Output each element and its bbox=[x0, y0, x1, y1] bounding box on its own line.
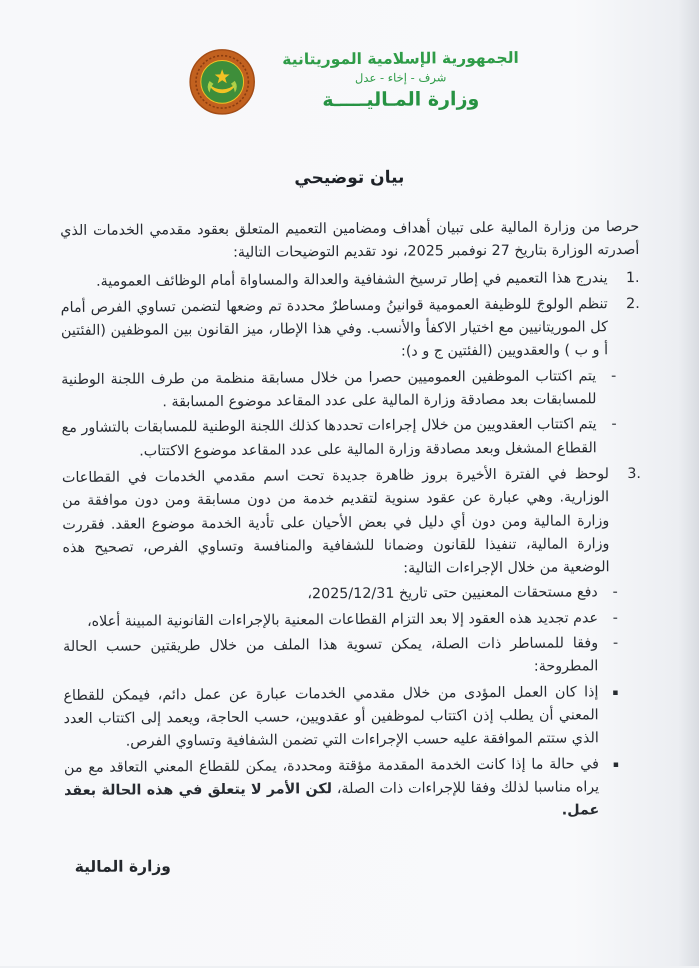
numbered-item-3 bbox=[62, 463, 642, 584]
letterhead-text bbox=[282, 49, 519, 113]
item-text: لوحظ في الفترة الأخيرة بروز ظاهرة جديدة تحت اسم مقدمي الخدمات في القطاعات الوزارية. وهي عبارة عن عقود سنوية لتقديم خدمة من دون مسابقة ومن دون موافقة من وزارة المالية ومن دون أي دليل في بعض الأحيان على تأدية الخدمة موضوع العقد. فقررت وزارة المالية، تنفيذا للقانون وضمانا للشفافية والمنافسة وتساوي الفرص، تصحيح هذه الوضعية من خلال الإجراءات التالية: bbox=[61, 466, 610, 577]
dash-bullet-marker: - bbox=[612, 609, 619, 626]
dash-bullet bbox=[63, 607, 642, 634]
bullet-text: وفقا للمساطر ذات الصلة، يمكن تسوية هذا الملف من خلال طريقتين حسب الحالة المطروحة: bbox=[63, 635, 599, 676]
bullet-text-normal: في حالة ما إذا كانت الخدمة المقدمة مؤقتة ومحددة، يمكن للقطاع المعني التعاقد مع من يراه مناسبا لذلك وفقا للإجراءات ذات الصلة، bbox=[63, 755, 600, 797]
signature-ministry: وزارة المالية bbox=[74, 857, 171, 876]
bullet-text: يتم اكتتاب العقدويين من خلال إجراءات تحددها كذلك اللجنة الوطنية للمسابقات بالتشاور مع القطاع المشغل وبعد مصادقة وزارة المالية على عدد المقاعد موضوع الاكتتاب. bbox=[61, 416, 597, 460]
national-motto: شرف - إخاء - عدل bbox=[354, 70, 447, 86]
bullet-text: عدم تجديد هذه العقود إلا بعد التزام القطاعات المعنية بالإجراءات القانونية المبينة أعلاه، bbox=[86, 610, 599, 630]
dash-bullet-marker: - bbox=[611, 416, 617, 433]
intro-paragraph: حرصا من وزارة المالية على تبيان أهداف ومضامين التعميم المتعلق بعقود مقدمي الخدمات الذي أصدرته الوزارة بتاريخ 27 نوفمبر 2025، نود تقديم التوضيحات التالية: bbox=[60, 218, 640, 262]
dash-bullet bbox=[61, 365, 640, 416]
dash-bullet-marker: - bbox=[611, 367, 617, 384]
ministry-name: وزارة المـاليـــــة bbox=[322, 87, 480, 111]
item-text: يندرج هذا التعميم في إطار ترسيخ الشفافية والعدالة والمساواة أمام الوظائف العمومية. bbox=[95, 269, 608, 290]
item-number: 2. bbox=[626, 295, 640, 312]
dash-bullet bbox=[63, 581, 642, 608]
square-bullet bbox=[63, 681, 642, 755]
square-bullet-marker: ▪ bbox=[612, 759, 620, 770]
dash-bullet bbox=[62, 413, 641, 464]
dash-bullet-marker: - bbox=[612, 635, 619, 652]
bullet-text: يتم اكتتاب الموظفين العموميين حصرا من خلال مسابقة منظمة من طرف اللجنة الوطنية للمسابقات بعد مصادقة وزارة المالية على عدد المقاعد موضوع المسابقة . bbox=[61, 368, 597, 411]
bullet-text-bold: لكن الأمر لا يتعلق في هذه الحالة بعقد عمل. bbox=[64, 780, 600, 819]
bullet-text: إذا كان العمل المؤدى من خلال مقدمي الخدمات عبارة عن عمل دائم، فيمكن للقطاع المعني أن يطلب إذن اكتتاب لموظفين أو عقدويين، حسب الحاجة، ويعمد إلى اكتتاب العدد الذي ستتم الموافقة عليه حسب الإجراءات التي تضمن الشفافية وتساوي الفرص. bbox=[63, 683, 599, 750]
document-body bbox=[60, 216, 643, 826]
numbered-item-2 bbox=[61, 293, 640, 367]
numbered-item-1 bbox=[61, 267, 640, 294]
dash-bullet-marker: - bbox=[612, 584, 618, 601]
item-number: 3. bbox=[627, 465, 641, 483]
item-number: 1. bbox=[625, 269, 640, 286]
square-bullet-marker: ▪ bbox=[612, 687, 619, 698]
mauritania-seal-icon bbox=[188, 47, 256, 117]
document-title: بيان توضيحي bbox=[294, 167, 405, 189]
square-bullet bbox=[64, 752, 643, 826]
letterhead bbox=[69, 44, 638, 118]
bullet-text bbox=[64, 753, 599, 827]
bullet-text: دفع مستحقات المعنيين حتى تاريخ 2025/12/31، bbox=[307, 584, 598, 603]
country-name: الجمهورية الإسلامية الموريتانية bbox=[282, 48, 519, 69]
item-text: تنظم الولوجَ للوظيفة العمومية قوانينُ ومساطرٌ محددة تم وضعها لتضمن تساوي الفرص أمام كل الموريتانيين مع اختيار الاكفأ والأنسب. وفي هذا الإطار، ميز القانون بين الموظفين (الفئتين أ و ب ) والعقدويين (الفئتين ج و د): bbox=[60, 296, 609, 361]
dash-bullet bbox=[63, 632, 642, 683]
